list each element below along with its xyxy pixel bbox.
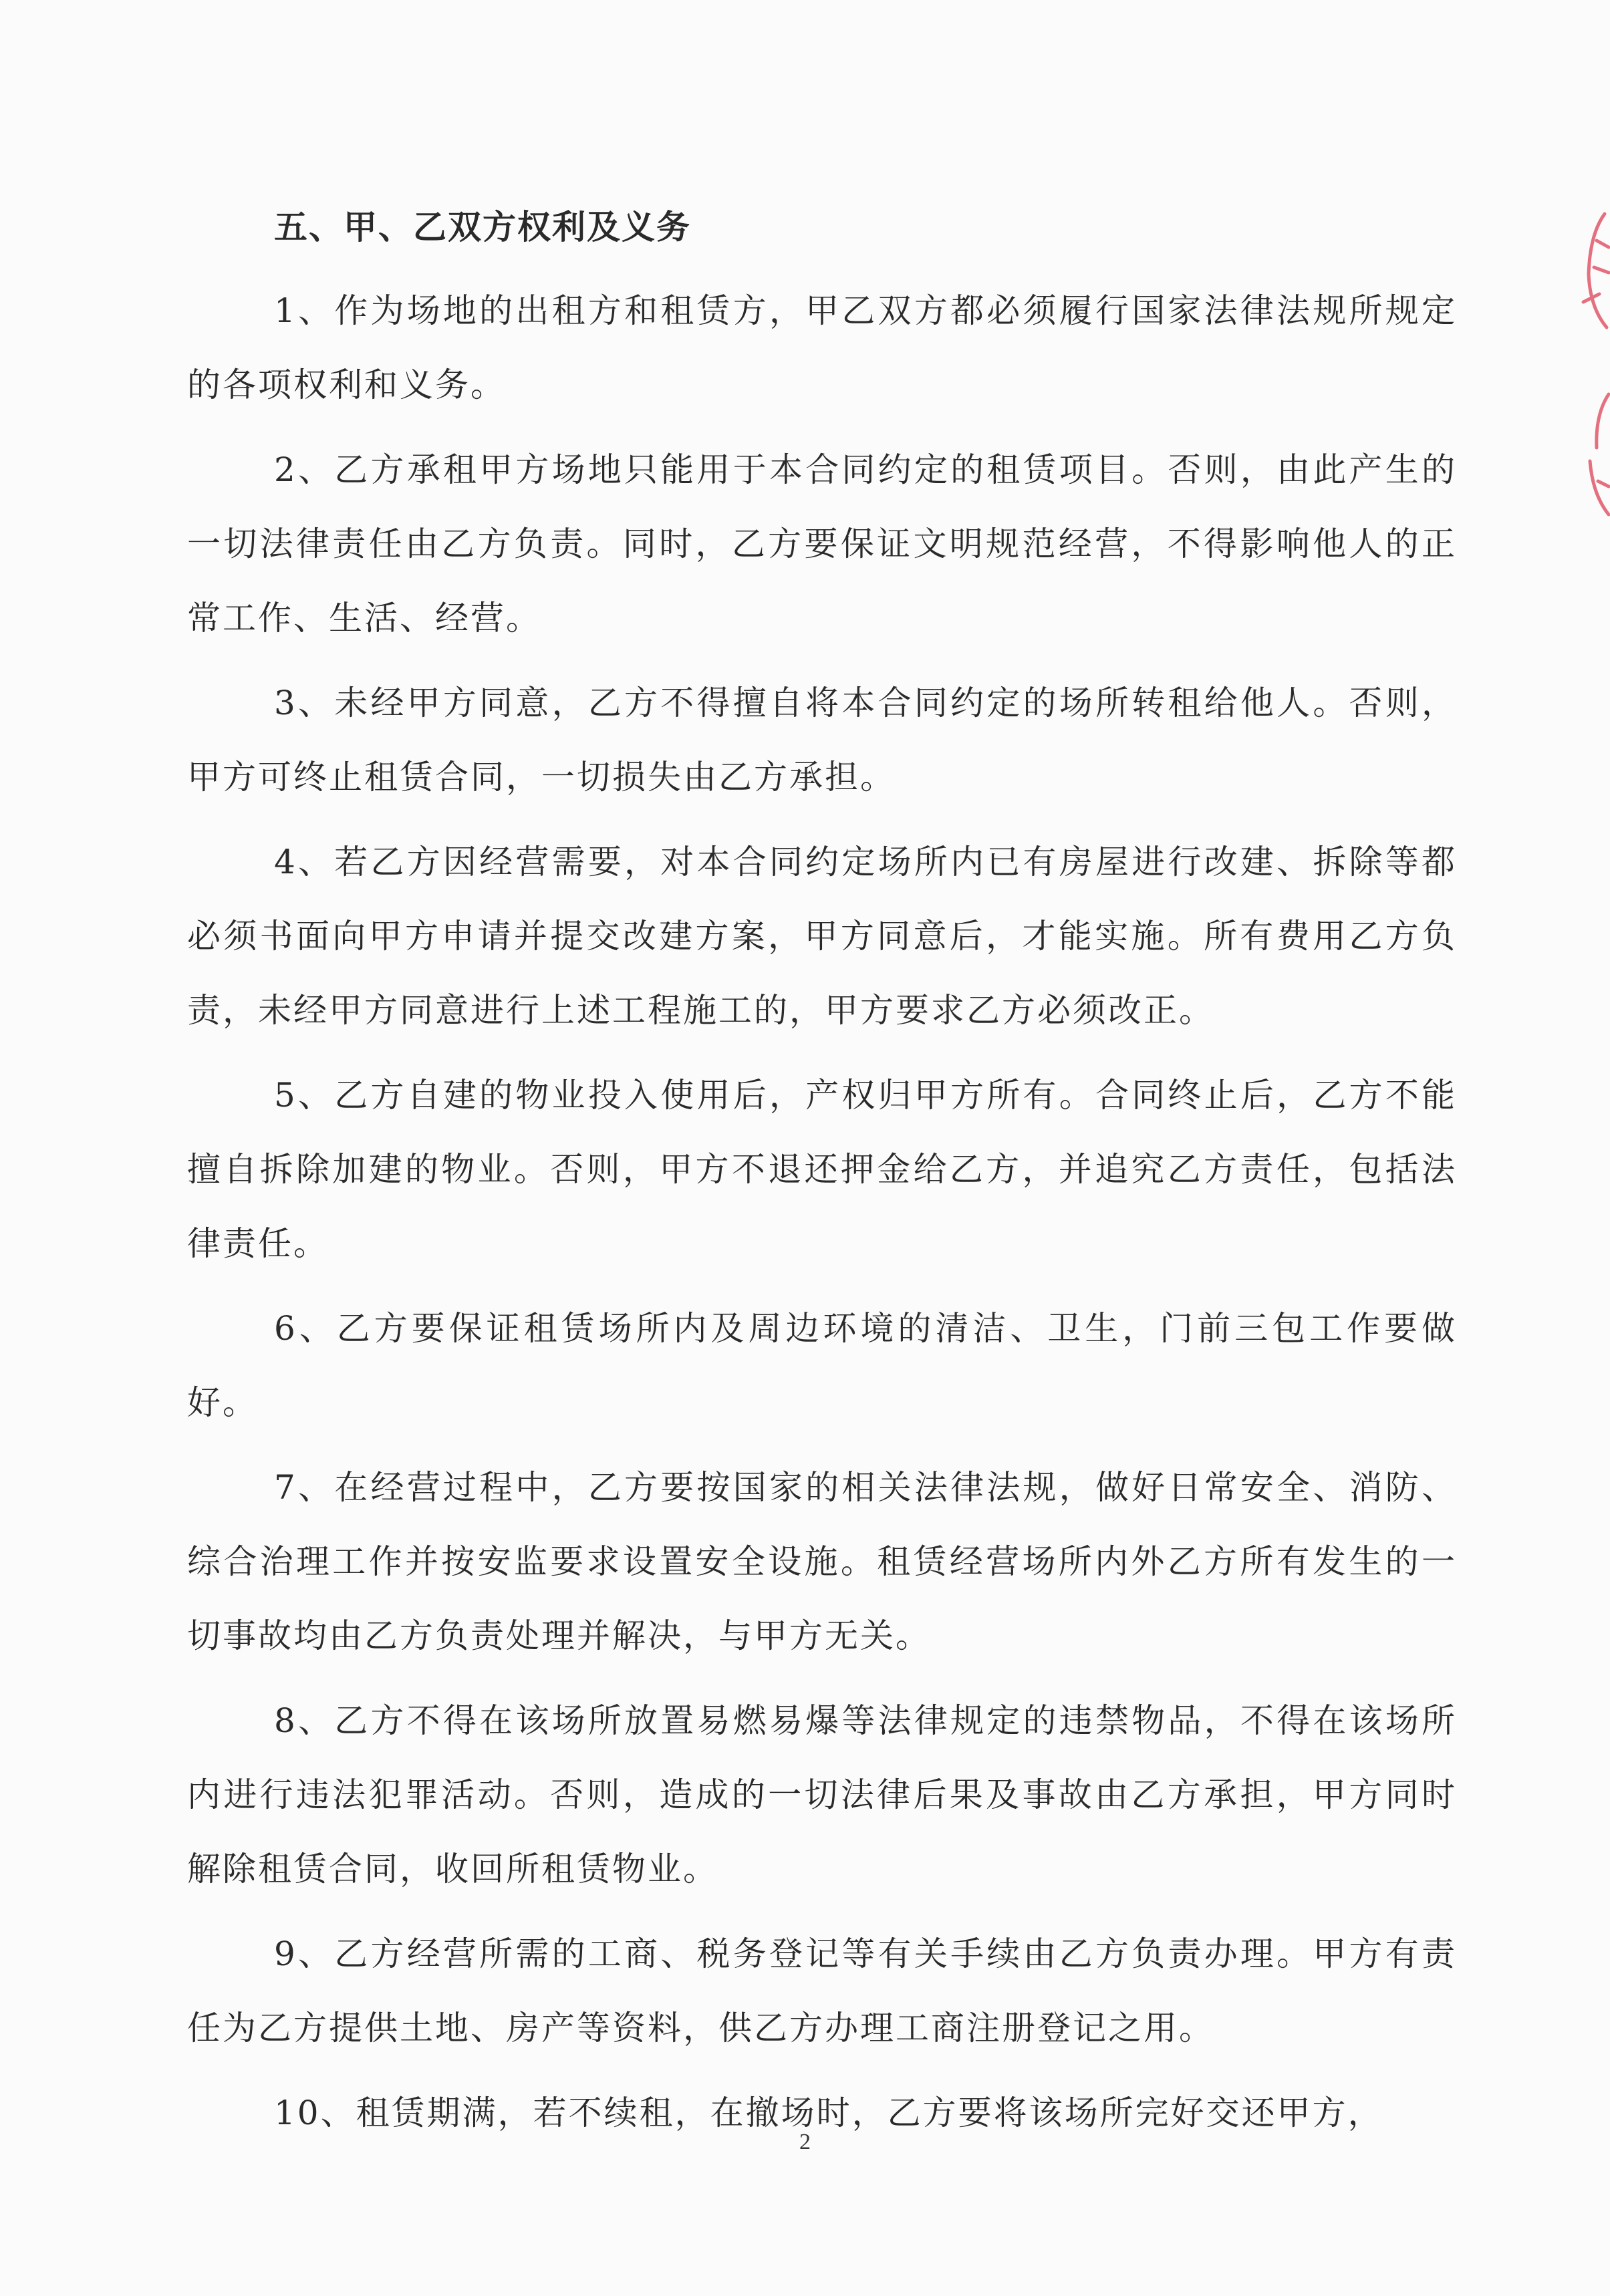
- clause-2: 2、乙方承租甲方场地只能用于本合同约定的租赁项目。否则，由此产生的一切法律责任由乙方负责。同时，乙方要保证文明规范经营，不得影响他人的正常工作、生活、经营。: [187, 450, 1457, 637]
- clause-7: 7、在经营过程中，乙方要按国家的相关法律法规，做好日常安全、消防、综合治理工作并按安监要求设置安全设施。租赁经营场所内外乙方所有发生的一切事故均由乙方负责处理并解决，与甲方无关。: [187, 1468, 1457, 1655]
- clause-9: 9、乙方经营所需的工商、税务登记等有关手续由乙方负责办理。甲方有责任为乙方提供土地、房产等资料，供乙方办理工商注册登记之用。: [187, 1934, 1457, 2047]
- clause-1: 1、作为场地的出租方和租赁方，甲乙双方都必须履行国家法律法规所规定的各项权利和义务。: [187, 291, 1457, 404]
- section-heading: 五、甲、乙双方权利及义务: [274, 207, 691, 247]
- clause-4: 4、若乙方因经营需要，对本合同约定场所内已有房屋进行改建、拆除等都必须书面向甲方申请并提交改建方案，甲方同意后，才能实施。所有费用乙方负责，未经甲方同意进行上述工程施工的，甲方要求乙方必须改正。: [187, 843, 1457, 1030]
- red-seal-stamp-fragment: [1570, 194, 1610, 541]
- clause-8: 8、乙方不得在该场所放置易燃易爆等法律规定的违禁物品，不得在该场所内进行违法犯罪活动。否则，造成的一切法律后果及事故由乙方承担，甲方同时解除租赁合同，收回所租赁物业。: [187, 1701, 1457, 1888]
- clause-3: 3、未经甲方同意，乙方不得擅自将本合同约定的场所转租给他人。否则，甲方可终止租赁合同，一切损失由乙方承担。: [187, 684, 1457, 797]
- document-body: [187, 200, 1457, 2161]
- clause-5: 5、乙方自建的物业投入使用后，产权归甲方所有。合同终止后，乙方不能擅自拆除加建的物业。否则，甲方不退还押金给乙方，并追究乙方责任，包括法律责任。: [187, 1076, 1457, 1263]
- clause-10: 10、租赁期满，若不续租，在撤场时，乙方要将该场所完好交还甲方，: [274, 2094, 1383, 2132]
- clause-6: 6、乙方要保证租赁场所内及周边环境的清洁、卫生，门前三包工作要做好。: [187, 1309, 1457, 1422]
- page-number: 2: [799, 2130, 811, 2154]
